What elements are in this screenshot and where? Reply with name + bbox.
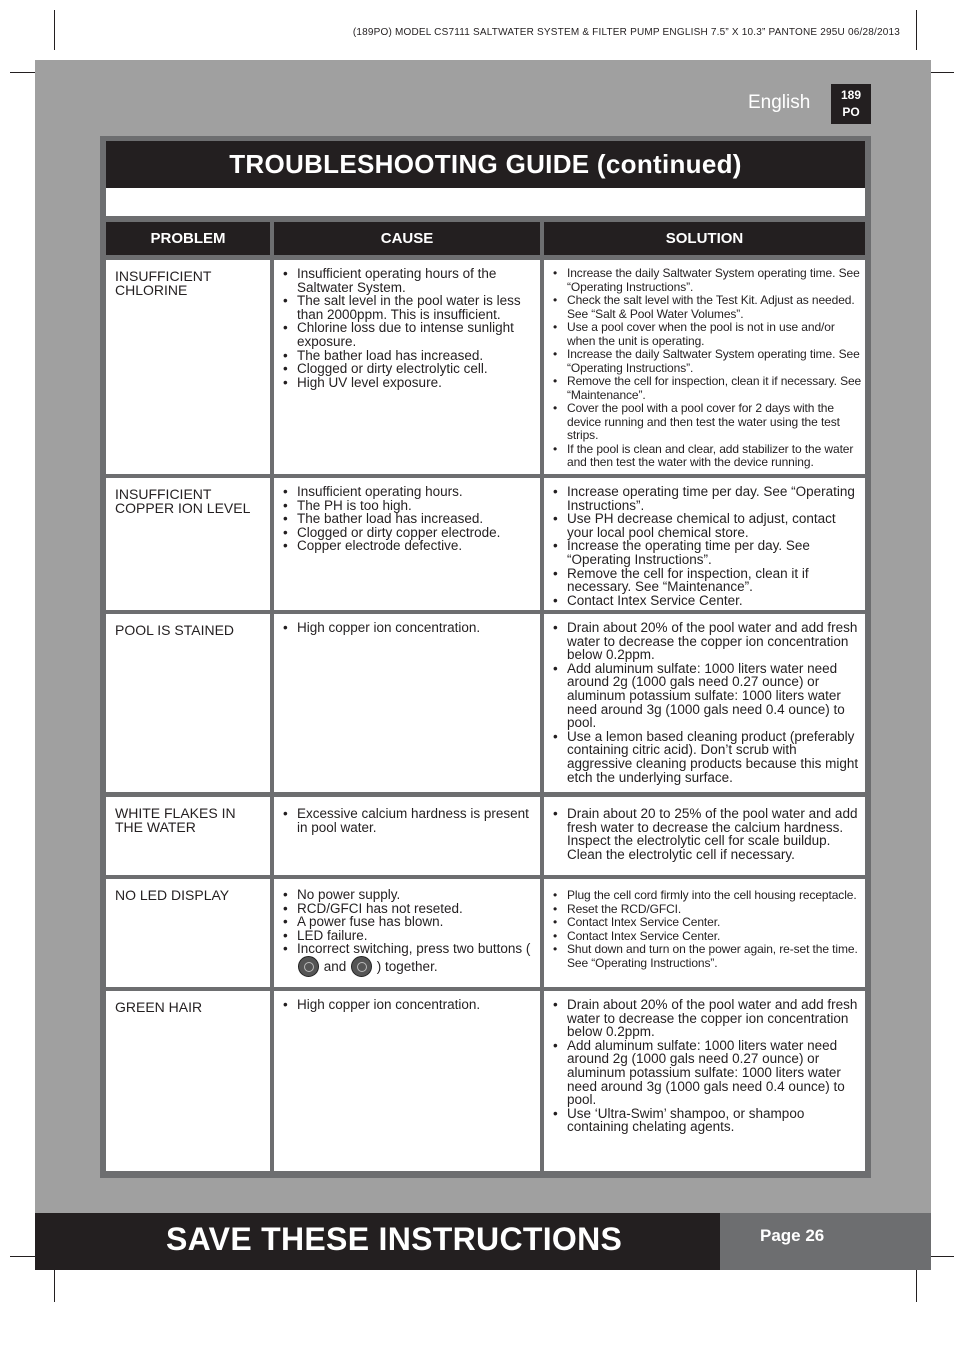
crop-mark xyxy=(10,72,35,73)
list-item: • The bather load has increased. xyxy=(283,512,534,526)
list-item: • A power fuse has blown. xyxy=(283,915,534,929)
table-row-problem: NO LED DISPLAY xyxy=(106,879,270,987)
list-item: • Contact Intex Service Center. xyxy=(553,916,859,930)
table-row-solution xyxy=(544,478,865,610)
switching-text: Incorrect switching, press two buttons ( xyxy=(297,941,531,957)
column-header-cause: CAUSE xyxy=(274,222,540,255)
switching-text-and: and xyxy=(320,958,351,974)
list-item: • Insufficient operating hours. xyxy=(283,485,534,499)
column-header-solution: SOLUTION xyxy=(544,222,865,255)
list-item: • Copper electrode defective. xyxy=(283,539,534,553)
table-row-solution xyxy=(544,797,865,875)
list-item: • High UV level exposure. xyxy=(283,376,534,390)
crop-mark xyxy=(54,1270,55,1302)
table-row-solution xyxy=(544,614,865,792)
table-row-problem: POOL IS STAINED xyxy=(106,614,270,792)
page-number-box xyxy=(720,1213,931,1270)
list-item: • Drain about 20% of the pool water and add fresh water to decrease the copper ion concentration below 0.2ppm. xyxy=(553,621,859,662)
list-item: • Increase operating time per day. See “Operating Instructions”. xyxy=(553,485,859,512)
list-item: • Clogged or dirty copper electrode. xyxy=(283,526,534,540)
list-item: • Check the salt level with the Test Kit. Adjust as needed. See “Salt & Pool Water Volumes”. xyxy=(553,294,862,321)
table-row-problem: INSUFFICIENT COPPER ION LEVEL xyxy=(106,478,270,610)
list-item: • High copper ion concentration. xyxy=(283,998,534,1012)
crop-mark xyxy=(931,72,954,73)
list-item: • Contact Intex Service Center. xyxy=(553,930,859,944)
page-code-badge xyxy=(831,84,871,124)
column-header-problem: PROBLEM xyxy=(106,222,270,255)
crop-mark xyxy=(931,1256,954,1257)
list-item: • Reset the RCD/GFCI. xyxy=(553,903,859,917)
table-row-cause xyxy=(274,879,540,987)
table-row-solution xyxy=(544,991,865,1171)
table-row-cause xyxy=(274,797,540,875)
table-row-cause xyxy=(274,478,540,610)
list-item: • Remove the cell for inspection, clean it if necessary. See “Maintenance”. xyxy=(553,375,862,402)
crop-mark xyxy=(916,1270,917,1302)
list-item: • Add aluminum sulfate: 1000 liters water need around 2g (1000 gals need 0.27 ounce) or aluminum potassium sulfate: 1000 liters water need around 3g (1000 gals need 0.4 ounce) to pool. xyxy=(553,662,859,730)
list-item: • High copper ion concentration. xyxy=(283,621,534,635)
list-item: • Cover the pool with a pool cover for 2 days with the device running and then test the water using the test strips. xyxy=(553,402,862,443)
list-item: • If the pool is clean and clear, add stabilizer to the water and then test the water with the device running. xyxy=(553,443,862,470)
list-item: • RCD/GFCI has not reseted. xyxy=(283,902,534,916)
list-item: • The PH is too high. xyxy=(283,499,534,513)
list-item: • Contact Intex Service Center. xyxy=(553,594,859,608)
list-item: • No power supply. xyxy=(283,888,534,902)
table-row-solution xyxy=(544,879,865,987)
power-button-icon xyxy=(298,956,319,977)
table-row-problem: INSUFFICIENT CHLORINE xyxy=(106,260,270,474)
footer-title: SAVE THESE INSTRUCTIONS xyxy=(166,1221,623,1257)
list-item: • LED failure. xyxy=(283,929,534,943)
page-title: TROUBLESHOOTING GUIDE (continued) xyxy=(229,149,742,179)
list-item: • Add aluminum sulfate: 1000 liters water need around 2g (1000 gals need 0.27 ounce) or aluminum potassium sulfate: 1000 liters water need around 3g (1000 gals need 0.4 ounce) to pool. xyxy=(553,1039,859,1107)
list-item: • Increase the daily Saltwater System operating time. See “Operating Instructions”. xyxy=(553,267,862,294)
list-item: • The bather load has increased. xyxy=(283,349,534,363)
list-item: • Increase the operating time per day. See “Operating Instructions”. xyxy=(553,539,859,566)
crop-mark xyxy=(54,10,55,50)
list-item: • Use ‘Ultra-Swim’ shampoo, or shampoo containing chelating agents. xyxy=(553,1107,859,1134)
list-item: • Chlorine loss due to intense sunlight exposure. xyxy=(283,321,534,348)
table-row-solution xyxy=(544,260,865,474)
table-row-cause xyxy=(274,991,540,1171)
list-item: • Shut down and turn on the power again, re-set the time. See “Operating Instructions”. xyxy=(553,943,859,970)
crop-mark xyxy=(916,10,917,50)
power-button-icon xyxy=(351,956,372,977)
list-item: • Drain about 20% of the pool water and add fresh water to decrease the copper ion concentration below 0.2ppm. xyxy=(553,998,859,1039)
table-row-problem: GREEN HAIR xyxy=(106,991,270,1171)
table-row-cause xyxy=(274,260,540,474)
list-item: • Excessive calcium hardness is present in pool water. xyxy=(283,807,534,834)
list-item: • Plug the cell cord firmly into the cell housing receptacle. xyxy=(553,889,859,903)
page-code-line1: 189 xyxy=(840,88,862,102)
print-info: (189PO) MODEL CS7111 SALTWATER SYSTEM & FILTER PUMP ENGLISH 7.5” X 10.3” PANTONE 295U 06/28/2013 xyxy=(352,27,900,38)
table-row-problem: WHITE FLAKES IN THE WATER xyxy=(106,797,270,875)
list-item: • Use a lemon based cleaning product (preferably containing citric acid). Don’t scrub with aggressive cleaning products because this might etch the underlying surface. xyxy=(553,730,859,784)
list-item: • Remove the cell for inspection, clean it if necessary. See “Maintenance”. xyxy=(553,567,859,594)
list-item: • Increase the daily Saltwater System operating time. See “Operating Instructions”. xyxy=(553,348,862,375)
list-item xyxy=(283,942,534,977)
title-spacer xyxy=(106,188,865,216)
list-item: • Clogged or dirty electrolytic cell. xyxy=(283,362,534,376)
page-code-line2: PO xyxy=(842,105,860,119)
list-item: • Insufficient operating hours of the Saltwater System. xyxy=(283,267,534,294)
list-item: • Drain about 20 to 25% of the pool water and add fresh water to decrease the calcium hardness. Inspect the electrolytic cell for scale buildup. Clean the electrolytic cell if necessary. xyxy=(553,807,863,861)
crop-mark xyxy=(10,1256,35,1257)
list-item: • Use a pool cover when the pool is not in use and/or when the unit is operating. xyxy=(553,321,862,348)
table-row-cause xyxy=(274,614,540,792)
list-item: • Use PH decrease chemical to adjust, contact your local pool chemical store. xyxy=(553,512,859,539)
page-number: Page 26 xyxy=(760,1226,825,1245)
switching-text-end: ) together. xyxy=(373,958,438,974)
list-item: • The salt level in the pool water is less than 2000ppm. This is insufficient. xyxy=(283,294,534,321)
language-label: English xyxy=(748,92,811,113)
